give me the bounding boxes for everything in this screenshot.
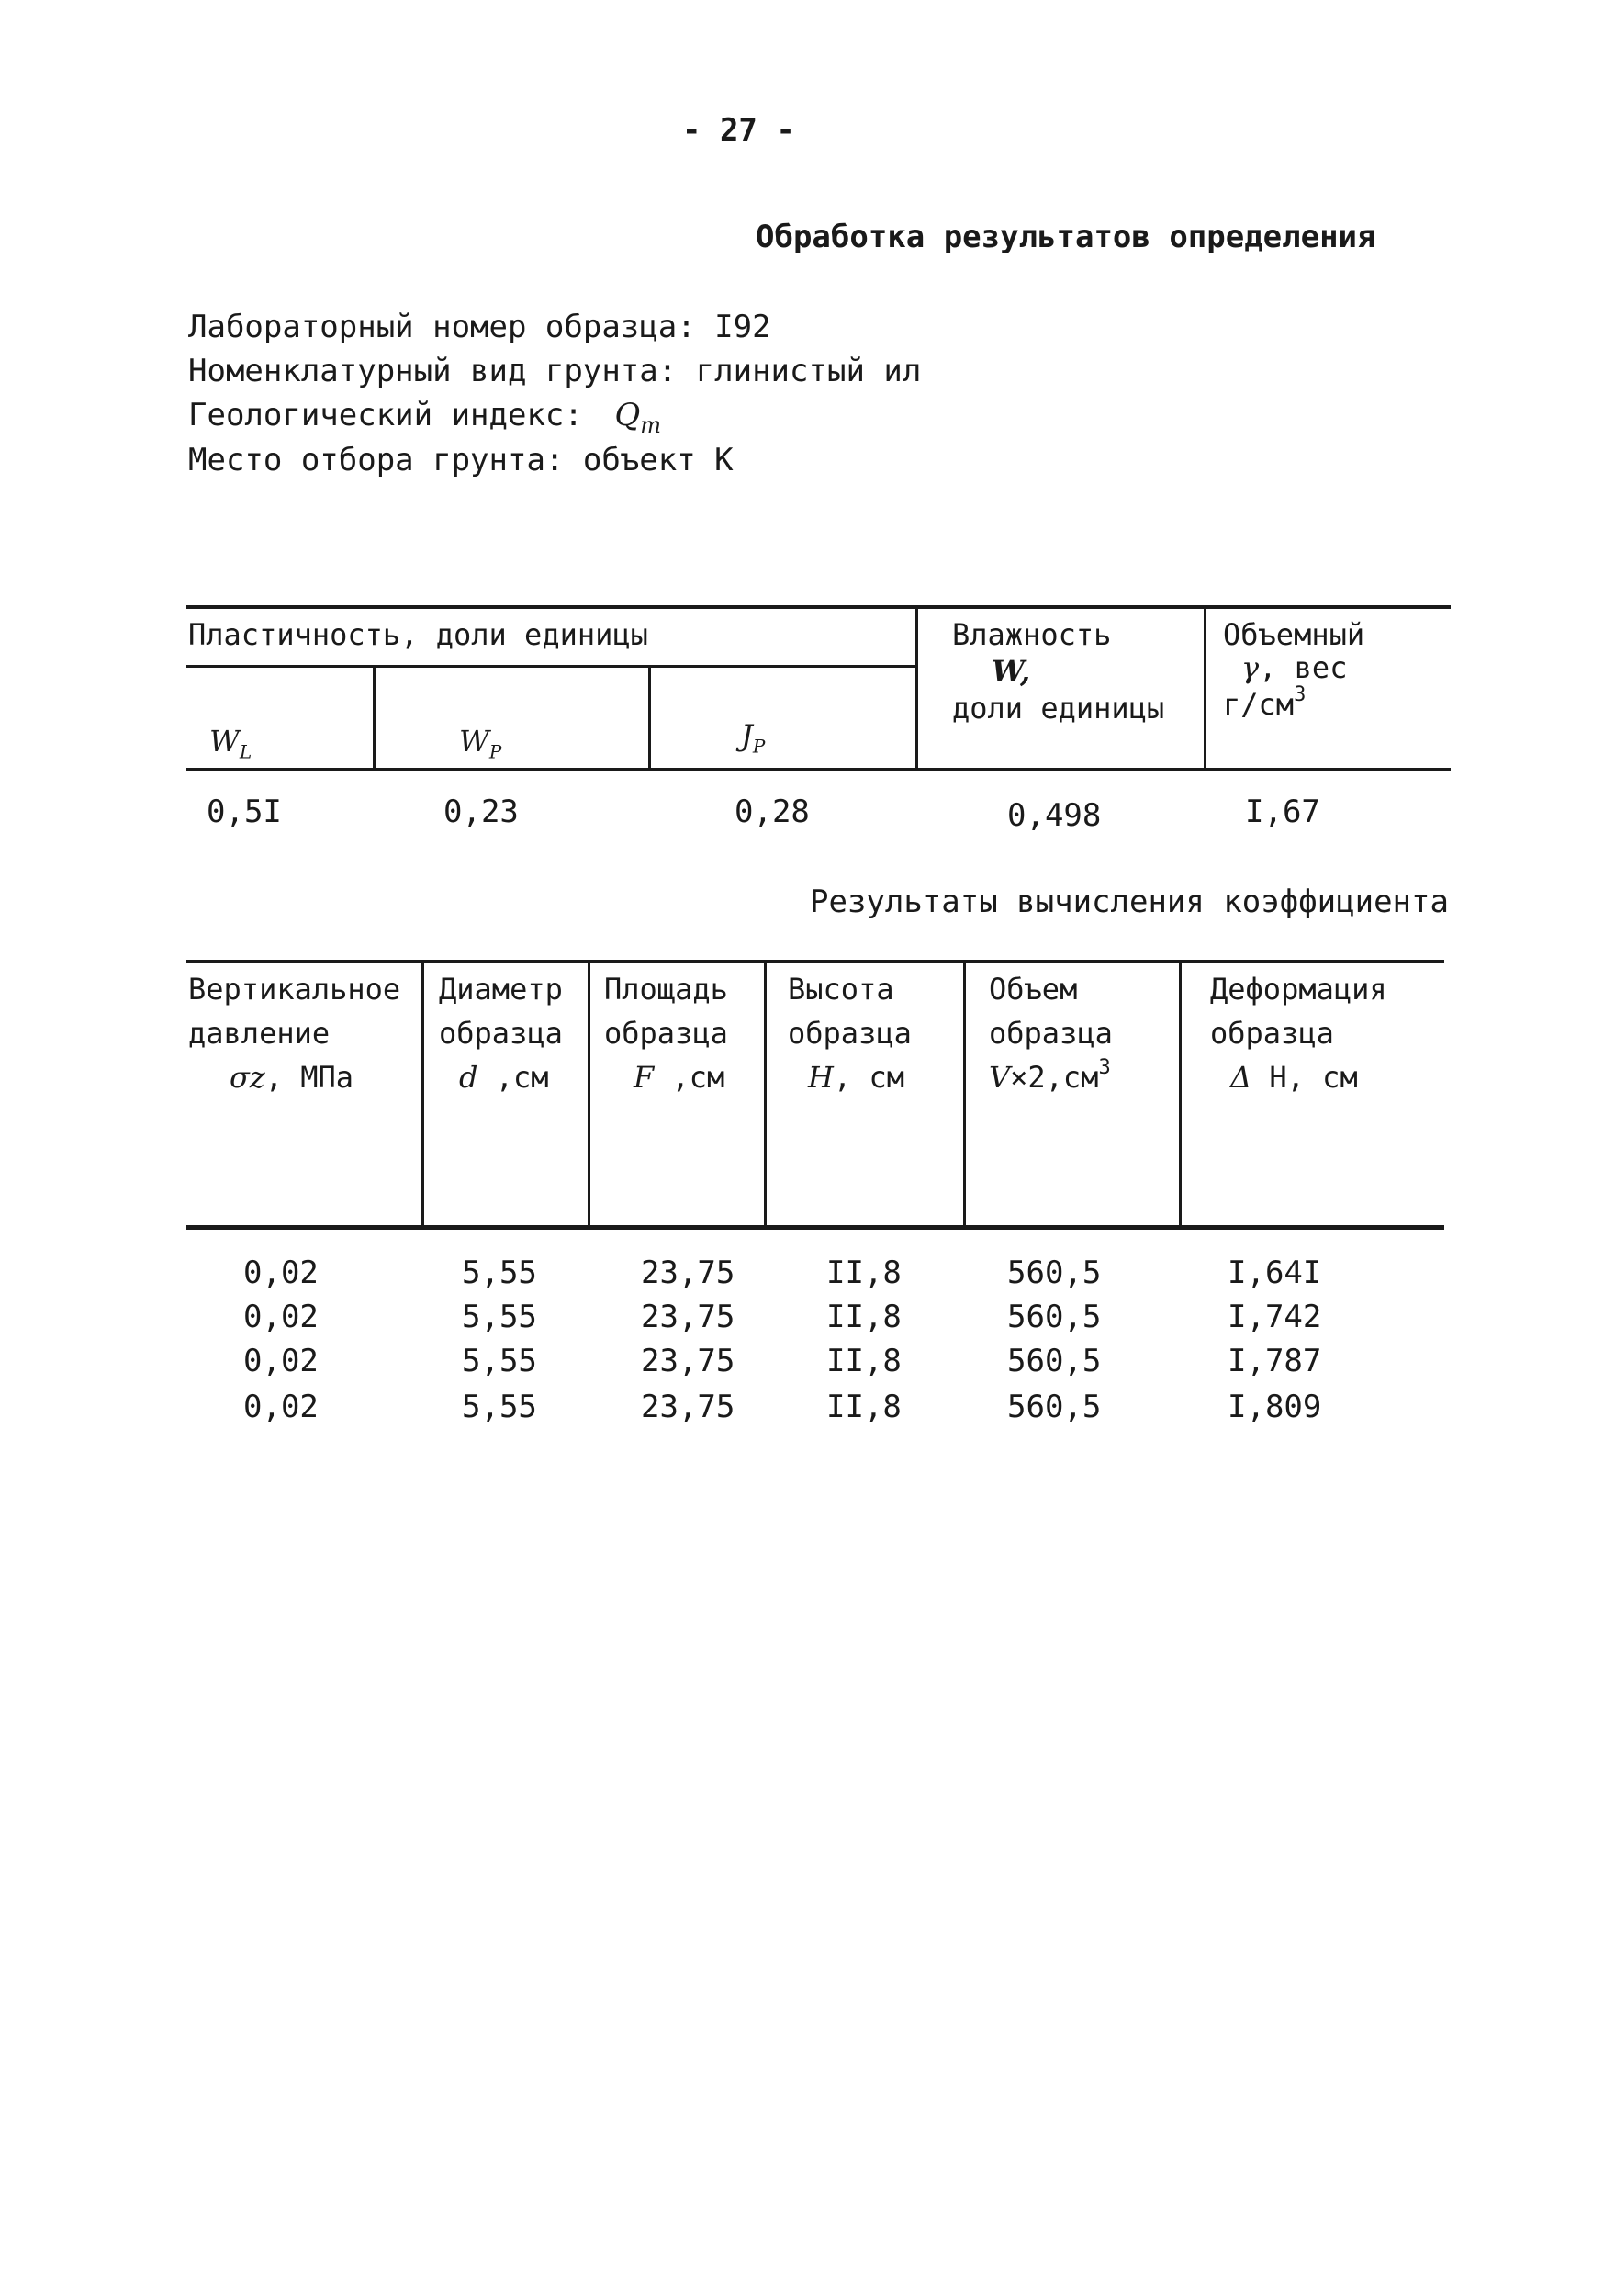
soil-type-line: Номенклатурный вид грунта: глинистый ил <box>188 353 922 389</box>
cell-height: II,8 <box>826 1389 902 1425</box>
header-diameter-line3: d ,см <box>459 1060 549 1095</box>
liquid-limit-header: $W_L$ <box>209 724 252 763</box>
plasticity-index-header: $J_P$ <box>741 718 766 758</box>
table1-divider <box>373 667 376 769</box>
h-symbol: H <box>808 1060 834 1095</box>
header-diameter-line1: Диаметр <box>439 972 563 1007</box>
header-volume-line3: $V\times 2,см^3$ <box>989 1056 1111 1095</box>
cell-diameter: 5,55 <box>462 1343 537 1379</box>
cell-volume: 560,5 <box>1007 1299 1102 1335</box>
cell-deformation: I,809 <box>1228 1389 1322 1425</box>
header-area-line1: Площадь <box>604 972 728 1007</box>
header-area-line3: F ,см <box>634 1060 725 1095</box>
cell-area: 23,75 <box>641 1255 735 1291</box>
header-height-line1: Высота <box>788 972 894 1007</box>
value-density: I,67 <box>1245 793 1320 830</box>
page-number: - 27 - <box>682 112 795 149</box>
moisture-header-line1: Влажность <box>952 617 1112 652</box>
table2-divider <box>764 962 767 1228</box>
d-symbol: d <box>459 1060 478 1095</box>
table1-sub-rule <box>186 665 918 668</box>
header-diameter-line2: образца <box>439 1016 563 1051</box>
f-symbol: F <box>634 1060 655 1095</box>
density-header-line2: γ, вес <box>1241 650 1348 685</box>
cell-deformation: I,787 <box>1228 1343 1322 1379</box>
table2-header-bottom-rule <box>186 1225 1444 1230</box>
v-symbol: V <box>989 1060 1011 1095</box>
geo-index-label: Геологический индекс: <box>188 397 583 433</box>
delta-symbol: Δ <box>1230 1060 1252 1095</box>
cell-volume: 560,5 <box>1007 1389 1102 1425</box>
cell-pressure: 0,02 <box>243 1389 319 1425</box>
header-deformation-line1: Деформация <box>1210 972 1387 1007</box>
cell-diameter: 5,55 <box>462 1389 537 1425</box>
table2-top-rule <box>186 960 1444 963</box>
value-moisture: 0,498 <box>1007 797 1102 834</box>
header-volume-line2: образца <box>989 1016 1113 1051</box>
header-deformation-line3: Δ Н, см <box>1230 1060 1358 1095</box>
density-header-line1: Объемный <box>1223 617 1365 652</box>
place-line: Место отбора грунта: объект К <box>188 442 734 478</box>
geo-index-value: Q <box>614 397 641 433</box>
cell-height: II,8 <box>826 1343 902 1379</box>
header-deformation-line2: образца <box>1210 1016 1334 1051</box>
cell-diameter: 5,55 <box>462 1255 537 1291</box>
cell-deformation: I,742 <box>1228 1299 1322 1335</box>
header-area-line2: образца <box>604 1016 728 1051</box>
cell-pressure: 0,02 <box>243 1343 319 1379</box>
cell-volume: 560,5 <box>1007 1255 1102 1291</box>
density-symbol: γ <box>1241 650 1260 685</box>
cell-area: 23,75 <box>641 1299 735 1335</box>
table2-divider <box>588 962 590 1228</box>
moisture-symbol: W, <box>992 654 1031 689</box>
table1-top-rule <box>186 605 1451 609</box>
moisture-header-line3: доли единицы <box>952 691 1165 726</box>
plasticity-header: Пластичность, доли единицы <box>188 617 648 652</box>
table1-divider <box>915 607 918 769</box>
coefficient-subtitle: Результаты вычисления коэффициента <box>810 884 1449 920</box>
table1-bottom-rule <box>186 768 1451 771</box>
cell-area: 23,75 <box>641 1389 735 1425</box>
geo-index-line <box>188 397 661 438</box>
table2-divider <box>1179 962 1182 1228</box>
cell-deformation: I,64I <box>1228 1255 1322 1291</box>
cell-diameter: 5,55 <box>462 1299 537 1335</box>
cell-height: II,8 <box>826 1255 902 1291</box>
table2-divider <box>421 962 424 1228</box>
value-plasticity-index: 0,28 <box>735 793 810 830</box>
header-pressure-line2: давление <box>188 1016 331 1051</box>
table1-divider <box>1204 607 1206 769</box>
header-height-line2: образца <box>788 1016 912 1051</box>
cell-height: II,8 <box>826 1299 902 1335</box>
header-volume-line1: Объем <box>989 972 1078 1007</box>
header-height-line3: H, см <box>808 1060 904 1095</box>
density-unit: $г/см^3$ <box>1223 683 1307 722</box>
value-liquid-limit: 0,5I <box>207 793 282 830</box>
cell-area: 23,75 <box>641 1343 735 1379</box>
lab-number-line: Лабораторный номер образца: I92 <box>188 309 771 345</box>
table1-divider <box>648 667 651 769</box>
header-pressure-line1: Вертикальное <box>188 972 401 1007</box>
header-pressure-line3: σz, МПа <box>230 1060 354 1095</box>
cell-pressure: 0,02 <box>243 1255 319 1291</box>
table2-divider <box>963 962 966 1228</box>
geo-index-sub: m <box>640 411 661 438</box>
cell-pressure: 0,02 <box>243 1299 319 1335</box>
value-plastic-limit: 0,23 <box>443 793 519 830</box>
plastic-limit-header: $W_P$ <box>459 724 502 763</box>
cell-volume: 560,5 <box>1007 1343 1102 1379</box>
sigma-symbol: σz <box>230 1060 265 1095</box>
page-title: Обработка результатов определения <box>756 219 1376 255</box>
